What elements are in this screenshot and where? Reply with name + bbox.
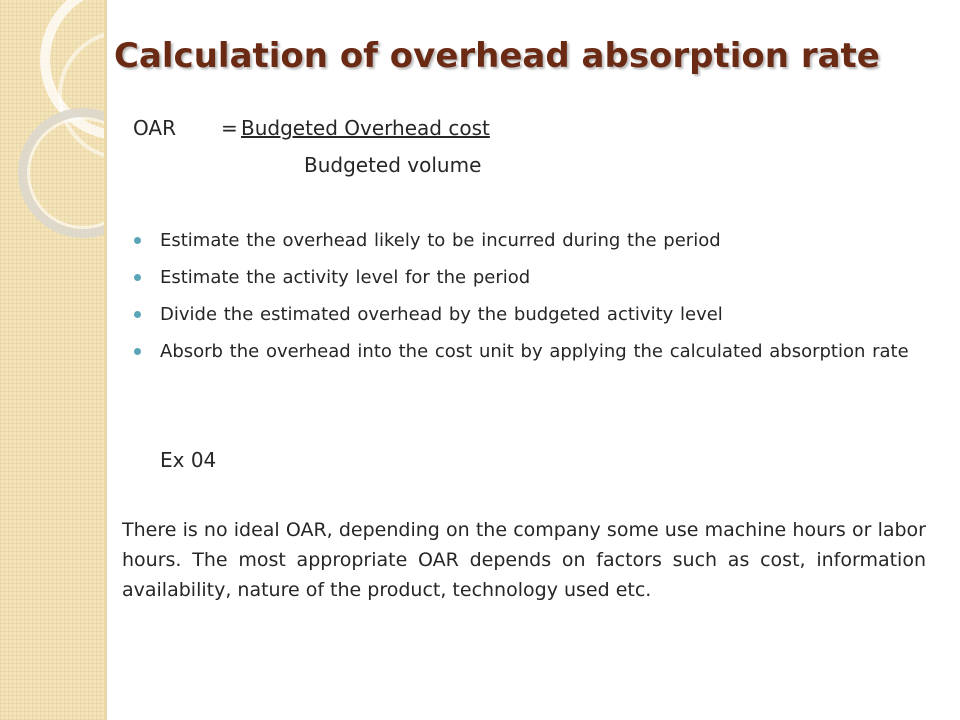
bullet-dot-icon [134,311,141,318]
list-item-text: Estimate the overhead likely to be incurred during the period [160,230,721,251]
formula-lhs: OAR [133,116,176,140]
example-label: Ex 04 [160,448,217,472]
sidebar-edge [104,0,107,720]
decorative-ring [18,108,104,238]
steps-list [160,228,926,364]
formula-equals: = [221,116,238,140]
decorative-sidebar [0,0,104,720]
list-item-text: Absorb the overhead into the cost unit by applying the calculated absorption rate [160,341,909,362]
bullet-dot-icon [134,237,141,244]
bullet-dot-icon [134,348,141,355]
list-item [160,339,926,364]
formula-denominator: Budgeted volume [304,153,482,177]
slide-title: Calculation of overhead absorption rate [114,36,880,76]
formula-numerator: Budgeted Overhead cost [241,116,490,140]
bullet-dot-icon [134,274,141,281]
list-item-text: Divide the estimated overhead by the budgeted activity level [160,304,723,325]
body-paragraph: There is no ideal OAR, depending on the company some use machine hours or labor hours. The most appropriate OAR depends on factors such as cost, information availability, nature of the product, technology used etc. [122,519,926,601]
list-item [160,265,926,290]
list-item-text: Estimate the activity level for the period [160,267,531,288]
list-item [160,228,926,253]
list-item [160,302,926,327]
